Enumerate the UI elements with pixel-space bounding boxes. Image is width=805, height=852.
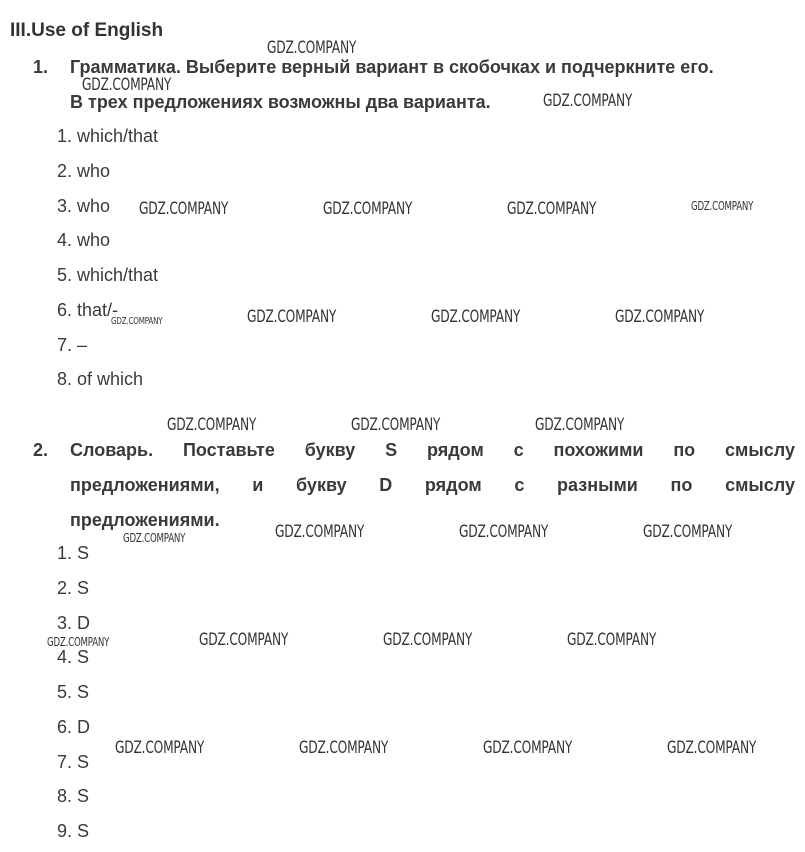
word: разными — [557, 475, 638, 495]
task1-answer-2: 2. who — [57, 161, 111, 181]
watermark: GDZ.COMPANY — [82, 75, 172, 95]
watermark: GDZ.COMPANY — [535, 415, 625, 435]
watermark: GDZ.COMPANY — [123, 531, 186, 545]
word: рядом — [424, 475, 482, 495]
task2-answer-5: 5. S — [57, 682, 90, 702]
watermark: GDZ.COMPANY — [275, 522, 365, 542]
watermark: GDZ.COMPANY — [567, 630, 657, 650]
watermark: GDZ.COMPANY — [199, 630, 289, 650]
watermark: GDZ.COMPANY — [383, 630, 473, 650]
watermark: GDZ.COMPANY — [691, 199, 754, 213]
watermark: GDZ.COMPANY — [351, 415, 441, 435]
word: D — [379, 475, 393, 495]
watermark: GDZ.COMPANY — [323, 199, 413, 219]
watermark: GDZ.COMPANY — [247, 307, 337, 327]
watermark: GDZ.COMPANY — [507, 199, 597, 219]
watermark: GDZ.COMPANY — [431, 307, 521, 327]
word: рядом — [427, 440, 484, 460]
task1-answer-6: 6. that/- — [57, 300, 119, 320]
task1-answer-4: 4. who — [57, 230, 111, 250]
watermark: GDZ.COMPANY — [267, 38, 357, 58]
task1-instruction-line2: В трех предложениях возможны два варианта. — [70, 92, 491, 112]
task2-instruction-line2 — [70, 475, 795, 496]
watermark: GDZ.COMPANY — [643, 522, 733, 542]
watermark: GDZ.COMPANY — [459, 522, 549, 542]
task2-answer-2: 2. S — [57, 578, 90, 598]
word: с — [513, 440, 524, 460]
word: по — [670, 475, 693, 495]
word: S — [385, 440, 398, 460]
watermark: GDZ.COMPANY — [115, 738, 205, 758]
task2-instruction-line3: предложениями. — [70, 510, 220, 530]
section-title: III.Use of English — [10, 20, 164, 41]
word: букву — [304, 440, 356, 460]
watermark: GDZ.COMPANY — [299, 738, 389, 758]
task1-answer-1: 1. which/that — [57, 126, 159, 146]
watermark: GDZ.COMPANY — [167, 415, 257, 435]
task1-instruction-line1: Грамматика. Выберите верный вариант в скобочках и подчеркните его. — [70, 57, 714, 77]
word: Поставьте — [182, 440, 275, 460]
watermark: GDZ.COMPANY — [483, 738, 573, 758]
task1-answer-3: 3. who — [57, 196, 111, 216]
word: с — [514, 475, 525, 495]
watermark: GDZ.COMPANY — [667, 738, 757, 758]
task1-answer-8: 8. of which — [57, 369, 144, 389]
task1-answer-5: 5. which/that — [57, 265, 159, 285]
word: Словарь. — [70, 440, 154, 460]
task2-answer-8: 8. S — [57, 786, 90, 806]
task2-answer-6: 6. D — [57, 717, 91, 737]
task2-answer-4: 4. S — [57, 647, 90, 667]
task2-answer-3: 3. D — [57, 613, 91, 633]
task2-answer-1: 1. S — [57, 543, 90, 563]
task2-instruction-line1 — [70, 440, 795, 461]
task2-answer-9: 9. S — [57, 821, 90, 841]
watermark: GDZ.COMPANY — [543, 91, 633, 111]
task1-number: 1. — [33, 57, 49, 77]
task1-answer-7: 7. – — [57, 335, 88, 355]
word: и — [252, 475, 264, 495]
word: предложениями, — [70, 475, 220, 495]
task2-answer-7: 7. S — [57, 752, 90, 772]
watermark: GDZ.COMPANY — [47, 635, 110, 649]
word: букву — [296, 475, 347, 495]
task2-number: 2. — [33, 440, 49, 460]
word: смыслу — [725, 475, 795, 495]
watermark: GDZ.COMPANY — [139, 199, 229, 219]
watermark: GDZ.COMPANY — [111, 316, 163, 327]
watermark: GDZ.COMPANY — [615, 307, 705, 327]
word: похожими — [553, 440, 644, 460]
word: смыслу — [725, 440, 795, 460]
word: по — [673, 440, 696, 460]
